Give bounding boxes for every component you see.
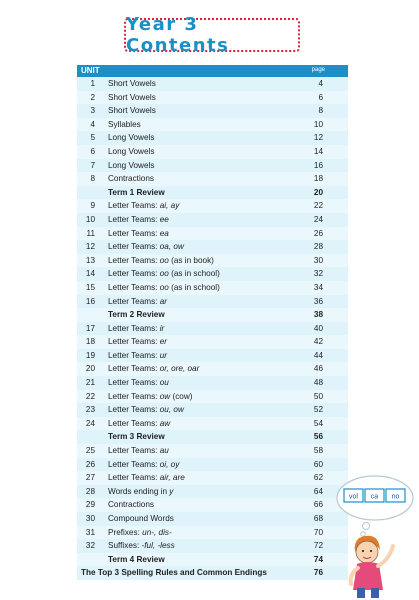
unit-row: [77, 145, 348, 159]
title-part: air, are: [159, 473, 185, 483]
title-part: Letter Teams:: [108, 296, 160, 306]
unit-title: [108, 405, 184, 414]
unit-title: [108, 269, 220, 278]
unit-row: [77, 539, 348, 553]
title-part: Letter Teams:: [108, 364, 160, 374]
unit-number: 17: [85, 323, 95, 333]
page-number: 42: [313, 337, 323, 347]
unit-number: 8: [90, 174, 95, 184]
title-part: Letter Teams:: [108, 201, 160, 211]
page-number: 16: [313, 160, 323, 170]
final-row: [77, 566, 348, 580]
title-part: Contractions: [108, 500, 154, 510]
page-number: 34: [313, 282, 323, 292]
title-part: oo: [159, 255, 169, 265]
title-part: ur: [159, 350, 168, 360]
page-number: 26: [313, 228, 323, 238]
unit-title: [108, 541, 175, 550]
page-number: 58: [313, 446, 323, 456]
unit-row: [77, 199, 348, 213]
unit-title: [108, 133, 154, 142]
title-part: aw: [159, 418, 171, 428]
page-number: 32: [313, 269, 323, 279]
unit-title: [108, 514, 174, 523]
title-part: Term 4 Review: [108, 554, 165, 564]
title-part: Letter Teams:: [108, 214, 160, 224]
title-part: or, ore, oar: [159, 364, 200, 374]
unit-number: 1: [90, 79, 95, 88]
title-part: Letter Teams:: [108, 228, 160, 238]
contents-table: [77, 65, 348, 580]
title-part: Letter Teams:: [108, 459, 160, 469]
unit-title: [108, 500, 154, 509]
unit-row: [77, 349, 348, 363]
unit-title: [81, 568, 267, 577]
unit-title: [108, 161, 154, 170]
page-number: 72: [313, 541, 323, 551]
unit-number: 31: [85, 527, 95, 537]
unit-number: 30: [85, 514, 95, 523]
unit-number: 12: [85, 242, 95, 252]
title-part: Letter Teams:: [108, 418, 160, 428]
unit-number: 21: [85, 378, 95, 388]
title-part: -ful, -less: [141, 541, 175, 551]
page-number: 46: [313, 364, 323, 374]
unit-number: 4: [90, 119, 95, 129]
page-number: 54: [313, 418, 323, 428]
page-number: 76: [313, 568, 323, 578]
child-illustration: [333, 460, 419, 600]
page-number: 6: [318, 92, 323, 102]
page-number: 24: [313, 214, 323, 224]
unit-number: 9: [90, 201, 95, 211]
title-part: (as in school): [168, 269, 220, 279]
unit-row: [77, 362, 348, 376]
unit-number: 10: [85, 214, 95, 224]
page-number: 64: [313, 486, 323, 496]
page-number: 14: [313, 146, 323, 156]
unit-row: [77, 295, 348, 309]
unit-number: 2: [90, 92, 95, 102]
unit-title: [108, 120, 141, 129]
unit-number: 28: [85, 486, 95, 496]
unit-title: [108, 392, 193, 401]
syllable-3: no: [391, 493, 400, 501]
title-part: ir: [159, 323, 165, 333]
unit-title: [108, 555, 165, 564]
unit-number: 23: [85, 405, 95, 415]
page-number: 44: [313, 350, 323, 360]
unit-title: [108, 378, 169, 387]
title-box: [124, 14, 300, 56]
unit-title: [108, 174, 154, 183]
page-number: 22: [313, 201, 323, 211]
unit-title: [108, 460, 179, 469]
title-part: Short Vowels: [108, 79, 156, 88]
page-number: 62: [313, 473, 323, 483]
unit-number: 26: [85, 459, 95, 469]
bubble-dot: [361, 532, 366, 537]
unit-row: [77, 240, 348, 254]
title-part: Letter Teams:: [108, 378, 160, 388]
title-part: Letter Teams:: [108, 350, 160, 360]
unit-title: [108, 147, 154, 156]
title-part: Letter Teams:: [108, 242, 160, 252]
title-part: Term 1 Review: [108, 187, 165, 197]
title-part: Letter Teams:: [108, 337, 160, 347]
unit-title: [108, 419, 170, 428]
unit-row: [77, 91, 348, 105]
unit-row: [77, 403, 348, 417]
unit-number: 13: [85, 255, 95, 265]
unit-title: [108, 256, 214, 265]
unit-title: [108, 93, 156, 102]
title-part: ar: [159, 296, 168, 306]
page-number: 60: [313, 459, 323, 469]
unit-row: [77, 281, 348, 295]
title-part: Suffixes:: [108, 541, 142, 551]
title-part: Prefixes:: [108, 527, 143, 537]
unit-row: [77, 471, 348, 485]
title-part: y: [169, 486, 174, 496]
unit-title: [108, 229, 169, 238]
unit-title: [108, 351, 167, 360]
title-part: Long Vowels: [108, 146, 155, 156]
unit-row: [77, 458, 348, 472]
review-row: [77, 308, 348, 322]
unit-row: [77, 512, 348, 526]
unit-row: [77, 390, 348, 404]
title-part: Letter Teams:: [108, 323, 160, 333]
page-number: 38: [313, 310, 323, 320]
title-part: ea: [159, 228, 169, 238]
unit-title: [108, 242, 184, 251]
page-number: 8: [318, 106, 323, 116]
unit-row: [77, 159, 348, 173]
page-number: 56: [313, 432, 323, 442]
title-part: ai, ay: [159, 201, 180, 211]
unit-title: [108, 79, 156, 88]
unit-row: [77, 227, 348, 241]
unit-number: 19: [85, 350, 95, 360]
unit-title: [108, 188, 165, 197]
title-part: Term 3 Review: [108, 432, 165, 442]
review-row: [77, 430, 348, 444]
title-part: Letter Teams:: [108, 282, 160, 292]
unit-row: [77, 254, 348, 268]
unit-row: [77, 213, 348, 227]
unit-number: 29: [85, 500, 95, 510]
syllable-1: vol: [349, 493, 358, 501]
unit-number: 14: [85, 269, 95, 279]
page-number: 28: [313, 242, 323, 252]
unit-number: 24: [85, 418, 95, 428]
title-part: oa, ow: [159, 242, 184, 252]
unit-title: [108, 337, 167, 346]
page-number: 4: [318, 79, 323, 88]
unit-row: [77, 376, 348, 390]
title-part: (as in book): [168, 255, 214, 265]
unit-number: 15: [85, 282, 95, 292]
page-number: 30: [313, 255, 323, 265]
unit-row: [77, 118, 348, 132]
bubble-dot: [363, 523, 370, 530]
unit-title: [108, 324, 164, 333]
unit-title: [108, 446, 169, 455]
title-part: Short Vowels: [108, 106, 156, 116]
title-part: er: [159, 337, 168, 347]
unit-row: [77, 335, 348, 349]
unit-row: [77, 444, 348, 458]
unit-number: 6: [90, 146, 95, 156]
title-part: Letter Teams:: [108, 255, 160, 265]
unit-title: [108, 364, 199, 373]
unit-title: [108, 215, 169, 224]
child-figure: [351, 536, 393, 598]
title-part: Letter Teams:: [108, 446, 160, 456]
unit-row: [77, 417, 348, 431]
page-number: 68: [313, 514, 323, 523]
unit-title: [108, 432, 165, 441]
title-part: oi, oy: [159, 459, 180, 469]
unit-row: [77, 485, 348, 499]
review-row: [77, 553, 348, 567]
title-part: ou: [159, 378, 169, 388]
title-part: Words ending in: [108, 486, 170, 496]
unit-number: 3: [90, 106, 95, 116]
unit-row: [77, 77, 348, 91]
page-number: 74: [313, 554, 323, 564]
header-unit: UNIT: [81, 66, 100, 75]
title-part: Compound Words: [108, 514, 174, 523]
page-number: 12: [313, 133, 323, 143]
unit-title: [108, 283, 220, 292]
page-number: 18: [313, 174, 323, 184]
unit-row: [77, 498, 348, 512]
title-part: oo: [159, 269, 169, 279]
unit-row: [77, 131, 348, 145]
page-number: 70: [313, 527, 323, 537]
unit-title: [108, 297, 167, 306]
unit-number: 22: [85, 391, 95, 401]
page-number: 10: [313, 119, 323, 129]
unit-number: 11: [86, 228, 95, 238]
unit-number: 20: [85, 364, 95, 374]
unit-row: [77, 267, 348, 281]
header-page: page: [311, 67, 325, 73]
unit-row: [77, 104, 348, 118]
page-number: 48: [313, 378, 323, 388]
unit-title: [108, 473, 185, 482]
page-title: Year 3 Contents: [126, 14, 230, 56]
unit-number: 7: [90, 160, 95, 170]
title-part: Short Vowels: [108, 92, 156, 102]
title-part: oo: [159, 282, 169, 292]
page-number: 52: [313, 405, 323, 415]
title-part: Letter Teams:: [108, 391, 160, 401]
title-part: ee: [159, 214, 169, 224]
unit-title: [108, 487, 173, 496]
unit-row: [77, 172, 348, 186]
unit-title: [108, 106, 156, 115]
page-number: 36: [313, 296, 323, 306]
unit-title: [108, 310, 165, 319]
unit-number: 27: [85, 473, 95, 483]
page-number: 40: [313, 323, 323, 333]
title-part: un-, dis-: [142, 527, 172, 537]
title-part: ou, ow: [159, 405, 184, 415]
title-part: Letter Teams:: [108, 405, 160, 415]
title-part: (as in school): [168, 282, 220, 292]
title-part: Letter Teams:: [108, 269, 160, 279]
title-part: The Top 3 Spelling Rules and Common Endings: [81, 568, 267, 578]
title-part: Long Vowels: [108, 160, 155, 170]
unit-number: 5: [90, 133, 95, 143]
title-part: Contractions: [108, 174, 154, 184]
unit-number: 25: [85, 446, 95, 456]
title-part: Letter Teams:: [108, 473, 160, 483]
title-part: Long Vowels: [108, 133, 155, 143]
title-part: ow: [159, 391, 171, 401]
unit-number: 32: [85, 541, 95, 551]
unit-title: [108, 528, 172, 537]
unit-title: [108, 201, 179, 210]
syllable-cards: [344, 489, 405, 502]
title-part: Syllables: [108, 119, 141, 129]
page-number: 50: [313, 391, 323, 401]
title-part: au: [159, 446, 169, 456]
table-header: [77, 65, 348, 77]
title-part: (cow): [170, 391, 193, 401]
table-body: [77, 77, 348, 580]
unit-number: 16: [85, 296, 95, 306]
page-number: 20: [313, 187, 323, 197]
page-number: 66: [313, 500, 323, 510]
unit-row: [77, 526, 348, 540]
syllable-2: ca: [370, 493, 379, 501]
unit-number: 18: [85, 337, 95, 347]
title-part: Term 2 Review: [108, 310, 165, 320]
review-row: [77, 186, 348, 200]
unit-row: [77, 322, 348, 336]
